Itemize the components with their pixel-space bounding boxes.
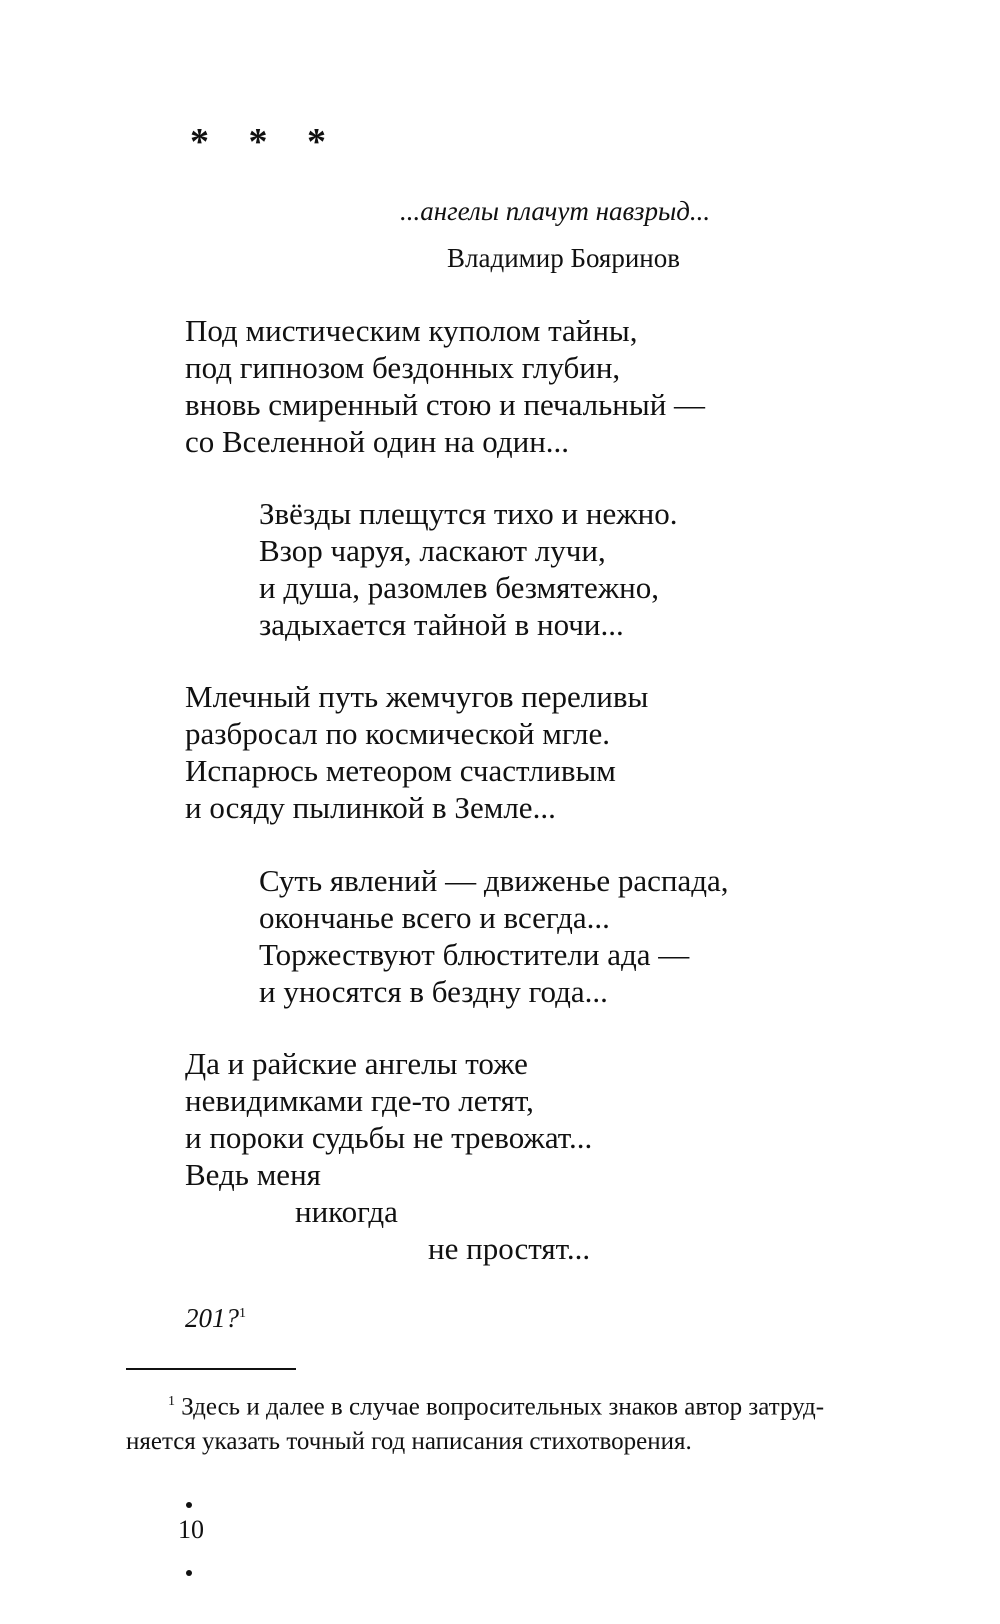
- poem-line: Под мистическим куполом тайны,: [185, 313, 638, 348]
- poem-line: вновь смиренный стою и печальный —: [185, 387, 706, 422]
- footnote: [126, 1384, 956, 1459]
- poem-line: Суть явлений — движенье распада,: [259, 863, 729, 898]
- poem-line: и душа, разомлев безмятежно,: [259, 570, 659, 605]
- poem-line: Млечный путь жемчугов переливы: [185, 679, 649, 714]
- footnote-reference: 1: [239, 1306, 246, 1321]
- poem-line: разбросал по космической мгле.: [185, 716, 610, 751]
- footnote-divider: [126, 1368, 296, 1370]
- poem-line: и осяду пылинкой в Земле...: [185, 790, 556, 825]
- poem-line: и уносятся в бездну года...: [259, 974, 608, 1009]
- epigraph: ...ангелы плачут навзрыд...: [400, 196, 711, 226]
- poem-line: Да и райские ангелы тоже: [185, 1046, 528, 1081]
- poem-line: Взор чаруя, ласкают лучи,: [259, 533, 606, 568]
- footnote-mark: 1: [168, 1394, 175, 1409]
- poem-line: невидимками где-то летят,: [185, 1083, 534, 1118]
- poem-line: окончанье всего и всегда...: [259, 900, 610, 935]
- stanza-5: [185, 1045, 592, 1267]
- epigraph-author: Владимир Бояринов: [447, 243, 680, 273]
- poem-year: 201?: [185, 1303, 239, 1333]
- poem-line-stepped: не простят...: [428, 1231, 591, 1266]
- stanza-2: [259, 495, 678, 643]
- footnote-line: няется указать точный год написания стихотворения.: [126, 1428, 692, 1456]
- stanza-3: [185, 678, 648, 826]
- page-number: 10: [178, 1515, 204, 1544]
- poem-line: задыхается тайной в ночи...: [259, 607, 624, 642]
- poem-line: Торжествуют блюстители ада —: [259, 937, 690, 972]
- poem-line: Звёзды плещутся тихо и нежно.: [259, 496, 678, 531]
- poem-line: и пороки судьбы не тревожат...: [185, 1120, 593, 1155]
- stanza-1: [185, 312, 705, 460]
- poem-line: Ведь меня: [185, 1157, 321, 1192]
- footnote-text: Здесь и далее в случае вопросительных знаков автор затруд-: [181, 1393, 825, 1421]
- section-separator: * * *: [190, 121, 326, 163]
- stanza-4: [259, 862, 728, 1010]
- poem-date: [185, 1303, 246, 1334]
- poem-line: со Вселенной один на один...: [185, 424, 570, 459]
- poem-line: под гипнозом бездонных глубин,: [185, 350, 621, 385]
- footnote-line: [126, 1384, 956, 1424]
- poem-line-stepped: никогда: [295, 1194, 398, 1229]
- page-number-dot-top: [186, 1502, 192, 1508]
- page-number-dot-bottom: [186, 1570, 192, 1576]
- poem-line: Испарюсь метеором счастливым: [185, 753, 616, 788]
